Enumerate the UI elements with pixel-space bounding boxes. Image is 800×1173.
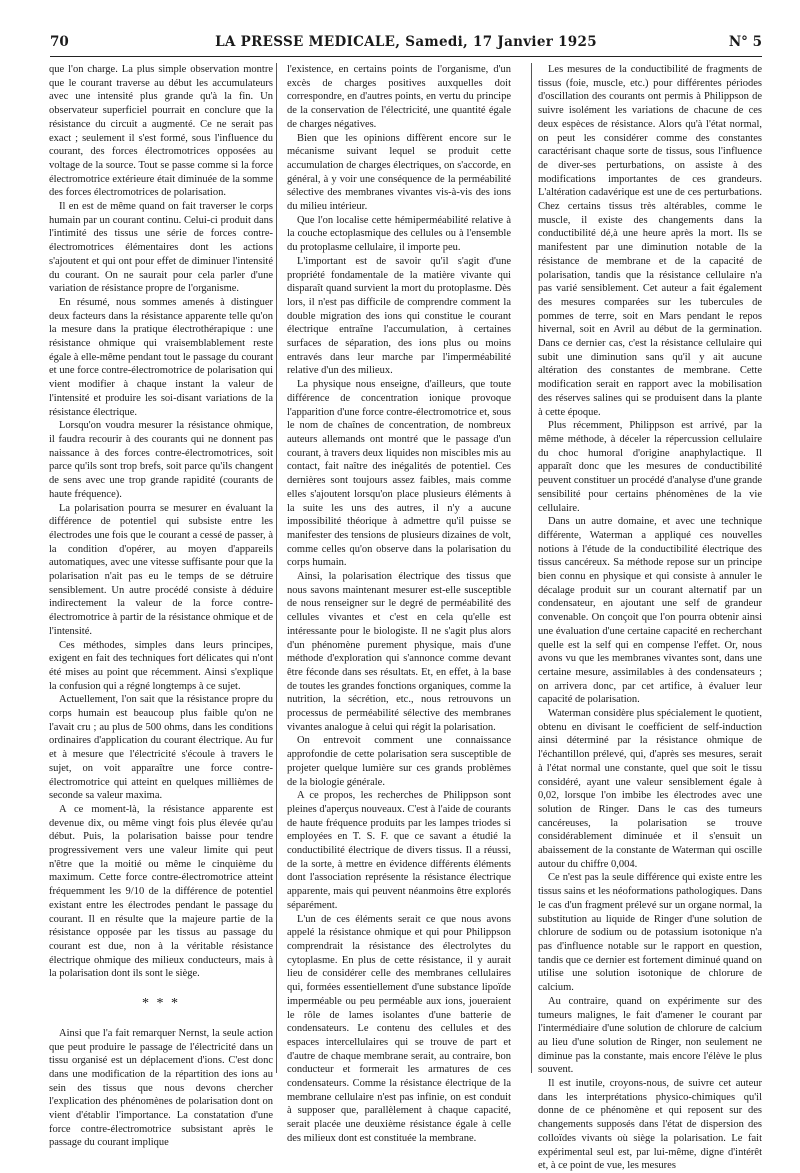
section-separator: * * * xyxy=(142,996,180,1012)
page-number: 70 xyxy=(50,34,69,50)
paragraph: Actuellement, l'on sait que la résistance propre du corps humain est beaucoup plus faible qu'on ne l'avait cru ; au plus de 500 ohms, dans les conditions ordinaires d'application du courant électrique. Au fur et à mesure que l'électricité s'écoule à travers le sujet, on voit apparaître une force contre-électromotrice qui atteint en quelques millièmes de seconde sa valeur maxima. xyxy=(49,694,273,802)
paragraph: Dans un autre domaine, et avec une technique différente, Waterman a appliqué ces nouvelles notions à l'étude de la conductibilité électrique des tissus cancéreux. Sa méthode repose sur un principe bien connu en physique et qui consiste à annuler le décalage produit sur un courant alternatif par un condensateur, en ajoutant une self de grandeur convenable. On conçoit que l'on pourra obtenir ainsi une évaluation d'une certaine capacité en recherchant quelle est la self qui en compense l'effet. Or, nous avons vu que les membranes vivantes sont, dans une certaine mesure, assimilables à des condensateurs ; on arrivera donc, par cet artifice, à évaluer leur capacité de polarisation. xyxy=(538,516,762,706)
paragraph: Au contraire, quand on expérimente sur des tumeurs malignes, le fait d'amener le courant par l'intermédiaire d'une solution de chlorure de calcium au lieu d'une solution de Ringer, non seulement ne diminue pas la constante, mais encore l'élève le plus souvent. xyxy=(538,995,762,1076)
paragraph: Lorsqu'on voudra mesurer la résistance ohmique, il faudra recourir à des courants qui ne donnent pas naissance à des forces contre-électromotrices, soit parce qu'ils sont trop brefs, soit parce qu'ils changent de sens avec une trop grande rapidité (courants de haute fréquence). xyxy=(49,420,273,500)
paragraph: Il en est de même quand on fait traverser le corps humain par un courant continu. Celui-ci produit dans l'intimité des tissus une série de forces contre-électromotrices élémentaires dont les actions s'ajoutent et qui ont pour effet de diminuer l'intensité du courant. On ne saurait pour cela parler d'une variation de résistance propre de l'organisme. xyxy=(49,201,273,295)
journal-title: LA PRESSE MEDICALE, Samedi, 17 Janvier 1925 xyxy=(215,34,597,50)
issue-number: N° 5 xyxy=(728,34,762,50)
paragraph: Waterman considère plus spécialement le quotient, obtenu en divisant le coefficient de self-induction ainsi déterminé par la résistance ohmique de l'échantillon prélevé, qui, d'après ses mesures, serait à l'état normal une constante, quel que soit le tissu considéré, ayant une valeur sensiblement égale à 0,02, lorsque l'on imbibe les électrodes avec une solution de Ringer. Dans le cas des tumeurs cancéreuses, la polarisation se trouve considérablement diminuée et il s'ensuit un abaissement de la constante de Waterman qui oscille autour du chiffre 0,004. xyxy=(538,708,762,870)
paragraph: On entrevoit comment une connaissance approfondie de cette polarisation sera susceptible de projeter quelque lumière sur ces grands problèmes de la biologie générale. xyxy=(287,735,511,788)
paragraph: L'important est de savoir qu'il s'agit d'une propriété fondamentale de la matière vivante qui disparaît quand survient la mort du protoplasme. Dès lors, il n'est pas difficile de comprendre comment la double migration des ions qui constitue le courant électrique entraîne l'accumulation, à certaines surfaces de séparation, des ions plus ou moins entravés dans leur marche par l'imperméabilité relative d'un des milieux. xyxy=(287,255,511,377)
paragraph: L'un de ces éléments serait ce que nous avons appelé la résistance ohmique et qui pour Philippson comprendrait la résistance des électrolytes du cytoplasme. En plus de cette résistance, il y aurait lieu de considérer celle des membranes cellulaires qui, formées essentiellement d'une substance lipoïde imperméable ou peu perméable aux ions, joueraient le rôle de lames isolantes d'une batterie de condensateurs. Le contenu des cellules et des espaces intercellulaires qui se trouve de part et d'autre de chaque membrane serait, au contraire, bon conducteur et formerait les armatures de ces condensateurs. Comme la résistance électrique de la membrane cellulaire n'est pas infinie, on est conduit à supposer que, parallèlement à chaque capacité, serait placée une deuxième résistance égale à celle des milieux dont est constituée la membrane. xyxy=(287,913,511,1144)
paragraph: Bien que les opinions diffèrent encore sur le mécanisme suivant lequel se produit cette accumulation de charges électriques, on s'accorde, en général, à y voir une conséquence de la perméabilité sélective des membranes vivantes vis-à-vis des ions du milieu intérieur. xyxy=(287,132,511,213)
paragraph: que l'on charge. La plus simple observation montre que le courant traverse au début les accumulateurs avec une intensité plus grande qu'à la fin. Un observateur superficiel pourrait en conclure que la résistance du circuit a augmenté. Ce ne serait pas exact ; seulement il s'est formé, sous l'influence du courant, des forces électromotrices opposées au voltage de la source. Tout se passe comme si la force électromotrice extérieure était diminuée de la somme des forces électromotrices de polarisation. xyxy=(49,64,273,199)
text-column-2 xyxy=(287,63,511,1144)
running-header xyxy=(50,34,762,52)
paragraph: Ce n'est pas la seule différence qui existe entre les tissus sains et les néoformations pathologiques. Dans le cas d'un fragment prélevé sur un organe normal, la substitution au liquide de Ringer d'une solution de chlorure de sodium ou de potassium isotonique n'a pas d'influence notable sur le rapport en question, tandis que ce dernier est fortement diminué quand on utilise une solution isotonique de chlorure de calcium. xyxy=(538,872,762,994)
paragraph: La polarisation pourra se mesurer en évaluant la différence de potentiel qui subsiste entre les électrodes une fois que le courant a cessé de passer, à la condition d'opérer, au moyen d'appareils automatiques, avec une vitesse suffisante pour que la polarisation n'ait pas eu le temps de se détruire sensiblement. Un autre procédé consiste à déduire indirectement la valeur de la force contre-électromotrice à partir de la résistance ohmique et de l'intensité. xyxy=(49,502,273,637)
paragraph: En résumé, nous sommes amenés à distinguer deux facteurs dans la résistance apparente telle qu'on la mesure dans la pratique électrothérapique : une résistance ohmique qui vraisemblablement reste égale à elle-même pendant tout le passage du courant et une force contre-électromotrice de polarisation qui vient modifier à chaque instant la valeur de l'intensité et produire les soi-disant variations de la résistance électrique. xyxy=(49,296,273,418)
paragraph: Ainsi, la polarisation électrique des tissus que nous savons maintenant mesurer est-elle susceptible de nous renseigner sur le degré de perméabilité des cellules vivantes et c'est en cela qu'elle est intéressante pour le biologiste. Il ne s'agit plus alors d'un phénomène purement physique, mais d'une méthode d'exploration qui s'annonce comme devant être féconde dans ses résultats. Et, en effet, à la base de toutes les grandes fonctions organiques, comme la nutrition, la sécrétion, etc., nous retrouvons un processus de perméabilité sélective des membranes vivantes analogue à celui qui régit la polarisation. xyxy=(287,571,511,733)
paragraph: A ce propos, les recherches de Philippson sont pleines d'aperçus nouveaux. C'est à l'aide de courants de haute fréquence produits par les lampes triodes si employées en T. S. F. que ce savant a étudié la conductibilité électrique de divers tissus. Il a réussi, de la sorte, à mettre en évidence différents éléments dont l'association représente la résistance électrique apparente, mais qui peuvent néanmoins être explorés séparément. xyxy=(287,790,511,911)
text-column-1 xyxy=(49,63,273,1149)
paragraph: l'existence, en certains points de l'organisme, d'un excès de charges positives auxquelles doit correspondre, en d'autres points, en vertu du principe de la conservation de l'électricité, une quantité égale de charges négatives. xyxy=(287,64,511,130)
paragraph: Les mesures de la conductibilité de fragments de tissus (foie, muscle, etc.) pour différentes périodes d'oscillation des courants ont permis à Philippson de suivre isolément les variations de chacune de ces deux espèces de résistance. Alors qu'à l'état normal, on peut les considérer comme des constantes caractérisant chaque sorte de tissus, sous l'influence de diver-ses perturbations, on assiste à des modifications importantes de ces grandeurs. L'altération cadavérique est une de ces perturbations. Chez certains tissus très altérables, comme le muscle, il existe des changements dans la conductibilité dé,à une heure après la mort. Ils se manifestent par une diminution notable de la résistance de membrane et de la capacité de polarisation, tandis que la résistance cellulaire n'a pas varié sensiblement. Cet auteur a fait également des mesures comparées sur les tubercules de pommes de terre, soit en Mars pendant le repos hivernal, soit en Avril au début de la germination. Dans ce dernier cas, c'est la résistance cellulaire qui subit une diminution sans qu'il y ait aucune altération des constantes de membrane. Cette modification serait en rapport avec la mobilisation des réserves salines qui se produisent dans la plante à cette époque. xyxy=(538,64,762,418)
text-column-3 xyxy=(538,63,762,1172)
paragraph: Il est inutile, croyons-nous, de suivre cet auteur dans les interprétations physico-chimiques qu'il donne de ce phénomène et qui reposent sur des changements supposés dans l'état de dispersion des colloïdes vivants où siège la polarisation. Le fait expérimental seul est, par lui-même, digne d'intérêt et, à ce point de vue, les mesures xyxy=(538,1078,762,1172)
paragraph: Ainsi que l'a fait remarquer Nernst, la seule action que peut produire le passage de l'électricité dans un tissu organisé est un déplacement d'ions. C'est donc dans une modification de la répartition des ions au sein des tissus que nous devons chercher l'explication des phénomènes de polarisation dont on vient d'établir l'importance. La constatation d'une force contre-électromotrice subsistant après le passage du courant implique xyxy=(49,1027,273,1149)
column-divider-2 xyxy=(531,63,532,1073)
paragraph: La physique nous enseigne, d'ailleurs, que toute différence de concentration ionique provoque l'apparition d'une force contre-électromotrice et, sous le nom de chaînes de concentration, de nombreux auteurs allemands ont montré que le passage d'un courant, à travers deux liquides non miscibles mis au contact, fait naître des inégalités de potentiel. Ces dernières sont toujours assez faibles, mais comme elles s'ajoutent lorsqu'on place plusieurs éléments à la suite les uns des autres, il n'y a aucune impossibilité théorique à admettre qu'il puisse se manifester des tensions de plusieurs dizaines de volt, comme celles qu'on observe dans la polarisation du corps humain. xyxy=(287,379,511,569)
header-rule xyxy=(50,56,762,57)
paragraph: Plus récemment, Philippson est arrivé, par la même méthode, à déceler la répercussion cellulaire du choc humoral d'origine anaphylactique. Il apparaît donc que les mesures de conductibilité peuvent constituer un procédé d'analyse d'une grande sensibilité pour certains phénomènes de la vie cellulaire. xyxy=(538,420,762,514)
paragraph: Ces méthodes, simples dans leurs principes, exigent en fait des techniques fort délicates qui n'ont été mises au point que récemment. Ainsi s'explique la confusion qui a régné longtemps à ce sujet. xyxy=(49,639,273,692)
column-divider-1 xyxy=(276,63,277,1073)
paragraph: Que l'on localise cette hémiperméabilité relative à la couche ectoplasmique des cellules ou à l'ensemble du protoplasme cellulaire, il importe peu. xyxy=(287,214,511,254)
paragraph: A ce moment-là, la résistance apparente est devenue dix, ou même vingt fois plus élevée qu'au début. Puis, la polarisation baisse pour tendre progressivement vers une valeur limite qui peut n'être que la moitié ou même le cinquième du maximum. Cette force contre-électromotrice atteint fréquemment les 9/10 de la différence de potentiel existant entre les électrodes pendant le passage du courant. Il en résulte que la majeure partie de la résistance opposée par les tissus au passage du courant est due, non à la véritable résistance électrique ohmique des milieux conducteurs, mais à la polarisation dont ils sont le siège. xyxy=(49,803,273,980)
